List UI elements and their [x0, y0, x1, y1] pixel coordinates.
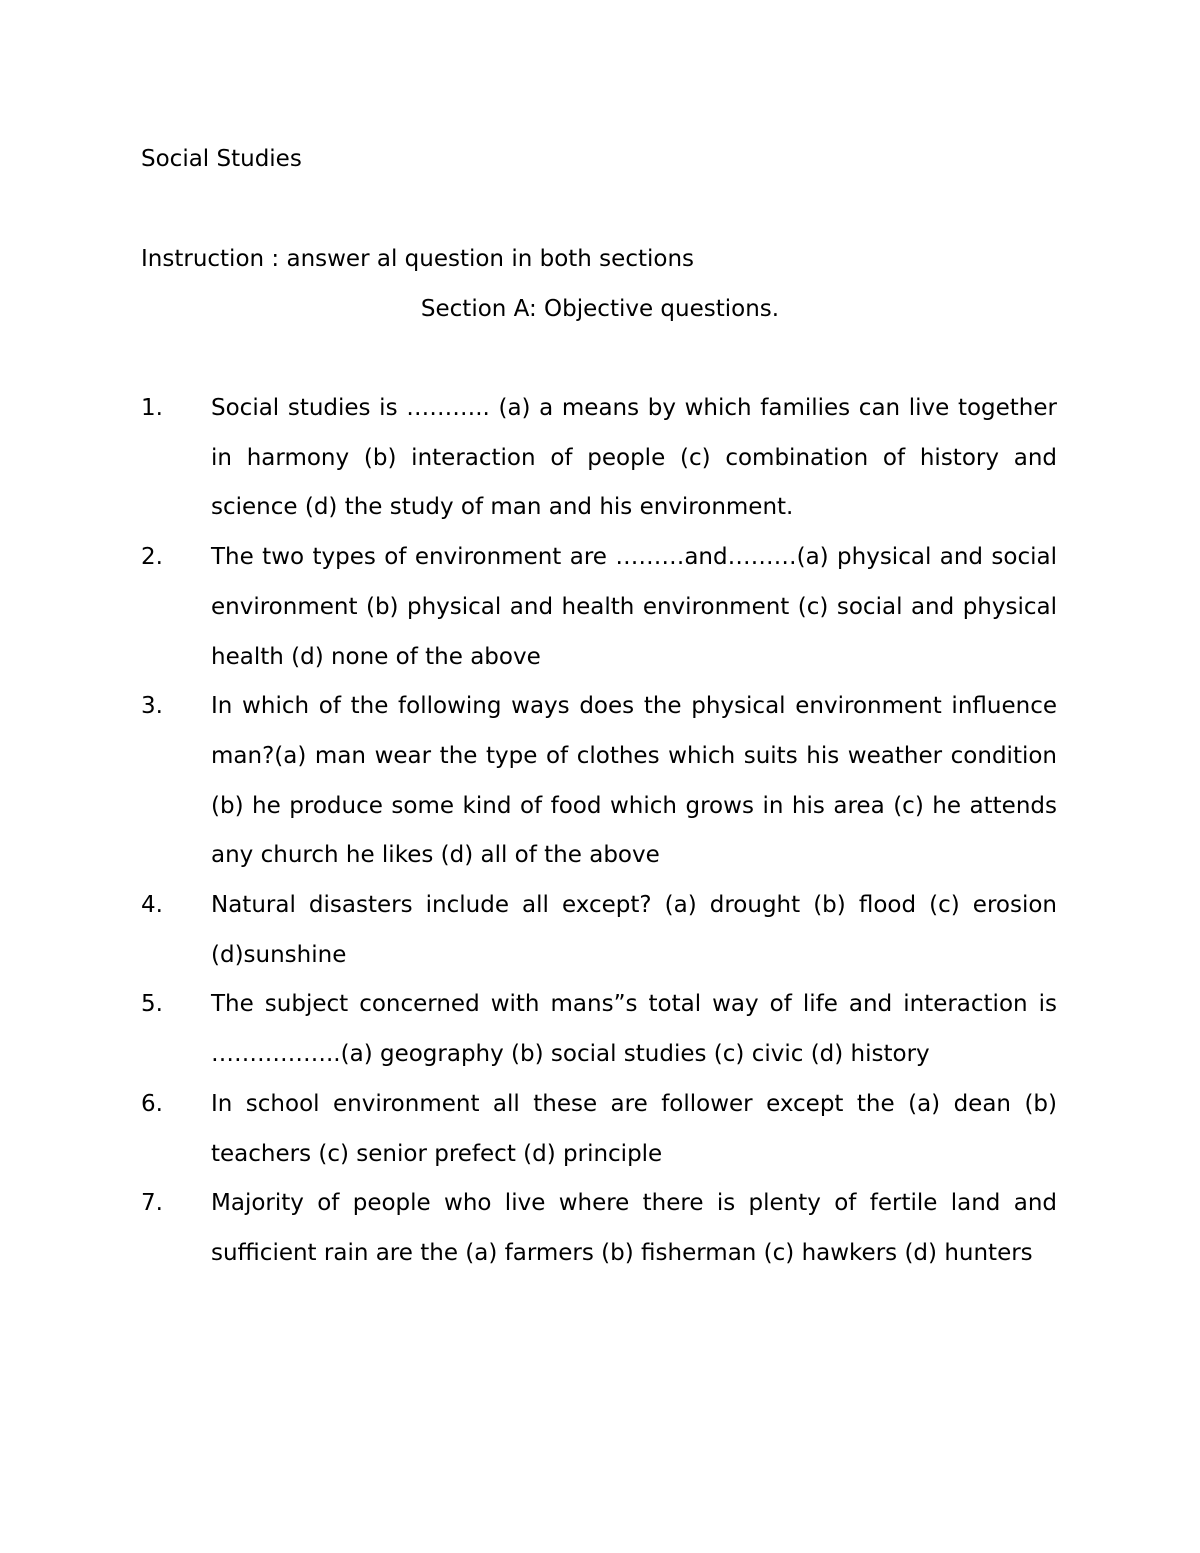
question-item [141, 980, 1057, 1079]
section-heading: Section A: Objective questions. [420, 296, 780, 322]
question-number: 3. [141, 693, 163, 720]
question-item [141, 1080, 1057, 1179]
question-number: 7. [141, 1190, 163, 1217]
document-title: Social Studies [141, 146, 302, 172]
question-item [141, 881, 1057, 980]
question-number: 1. [141, 395, 163, 421]
question-text: In which of the following ways does the physical environment influence man?(a) man wear the type of clothes which suits his weather condition (b) he produce some kind of food which grows in his area (c) he attends any church he likes (d) all of the above [211, 693, 1057, 869]
question-text: The two types of environment are ………and………(a) physical and social environment (b) physical and health environment (c) social and physical health (d) none of the above [211, 544, 1057, 670]
question-number: 5. [141, 991, 163, 1018]
question-item [141, 533, 1057, 682]
question-list [141, 384, 1057, 1279]
question-item [141, 682, 1057, 881]
question-number: 6. [141, 1090, 163, 1117]
question-item [141, 1179, 1057, 1278]
question-text: In school environment all these are follower except the (a) dean (b) teachers (c) senior prefect (d) principle [211, 1090, 1057, 1167]
question-number: 2. [141, 544, 163, 571]
question-item [141, 384, 1057, 533]
question-text: Social studies is ……….. (a) a means by which families can live together in harmony (b) interaction of people (c) combination of history and science (d) the study of man and his environment. [211, 395, 1057, 521]
instruction-text: Instruction : answer al question in both sections [141, 246, 694, 272]
question-text: Natural disasters include all except? (a) drought (b) flood (c) erosion (d)sunshine [211, 892, 1057, 968]
question-number: 4. [141, 892, 163, 919]
question-text: The subject concerned with mans”s total way of life and interaction is ……………..(a) geography (b) social studies (c) civic (d) history [211, 991, 1057, 1068]
question-text: Majority of people who live where there is plenty of fertile land and sufficient rain are the (a) farmers (b) fisherman (c) hawkers (d) hunters [211, 1190, 1057, 1266]
